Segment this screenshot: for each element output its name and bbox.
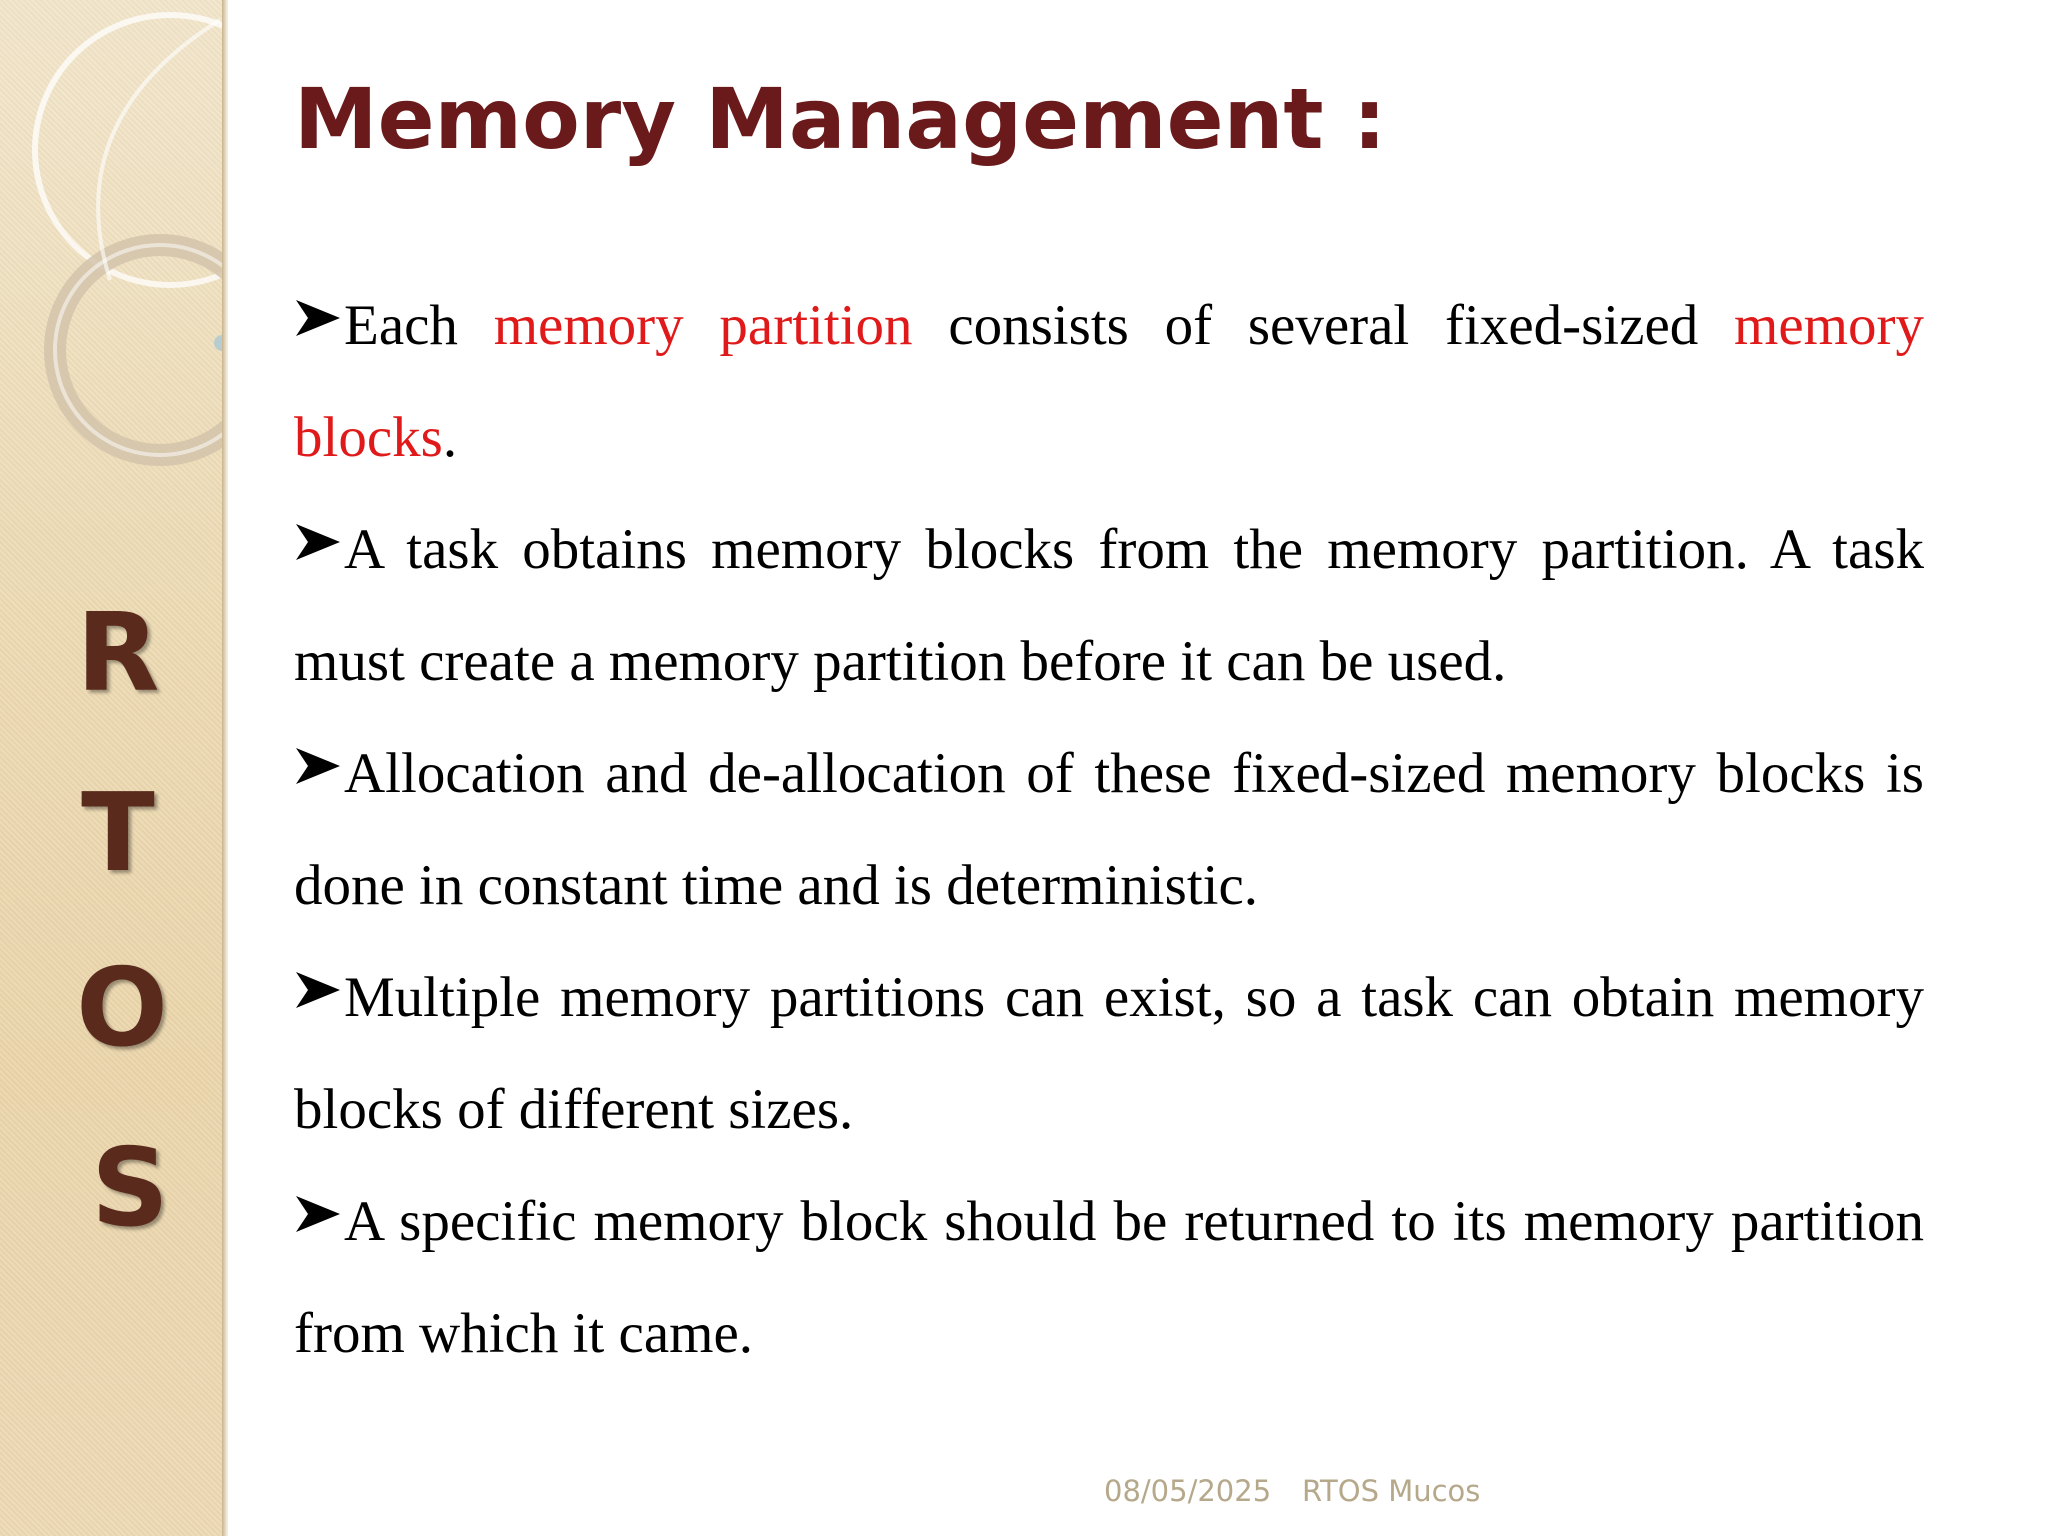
sidebar-letter-t: T — [81, 771, 155, 896]
bullet-highlight: memory partition — [493, 294, 913, 357]
bullet-text: consists of several fixed-sized — [912, 294, 1735, 357]
bullet-text: Allocation and de-allocation of these fixed-sized memory blocks is done in constant time and is deterministic. — [294, 742, 1924, 917]
slide-title: Memory Management : — [294, 70, 1387, 168]
bullet-text: . — [442, 406, 458, 469]
bullet-item — [294, 718, 1924, 942]
footer-date: 08/05/2025 — [1104, 1474, 1272, 1508]
arrow-bullet-icon — [294, 1194, 342, 1234]
bullet-text: A task obtains memory blocks from the memory partition. A task must create a memory partition before it can be used. — [294, 518, 1924, 693]
swirl-decoration-icon — [0, 0, 226, 520]
sidebar-letter-r: R — [76, 591, 160, 716]
bullet-item — [294, 942, 1924, 1166]
sidebar-edge — [222, 0, 228, 1536]
bullet-text: A specific memory block should be returned to its memory partition from which it came. — [294, 1190, 1924, 1365]
bullet-text: Each — [344, 294, 494, 357]
footer-label: RTOS Mucos — [1302, 1474, 1481, 1508]
bullet-item — [294, 494, 1924, 718]
bullet-text: Multiple memory partitions can exist, so a task can obtain memory blocks of different sizes. — [294, 966, 1924, 1141]
sidebar-letter-o: O — [76, 946, 168, 1071]
bullet-item — [294, 1166, 1924, 1390]
bullet-item — [294, 270, 1924, 494]
sidebar-decoration — [0, 0, 226, 1536]
arrow-bullet-icon — [294, 522, 342, 562]
sidebar-letter-s: S — [91, 1126, 169, 1251]
bullet-highlight: memory blocks — [294, 294, 1924, 469]
arrow-bullet-icon — [294, 970, 342, 1010]
bullet-list — [294, 270, 1924, 1390]
arrow-bullet-icon — [294, 746, 342, 786]
arrow-bullet-icon — [294, 298, 342, 338]
